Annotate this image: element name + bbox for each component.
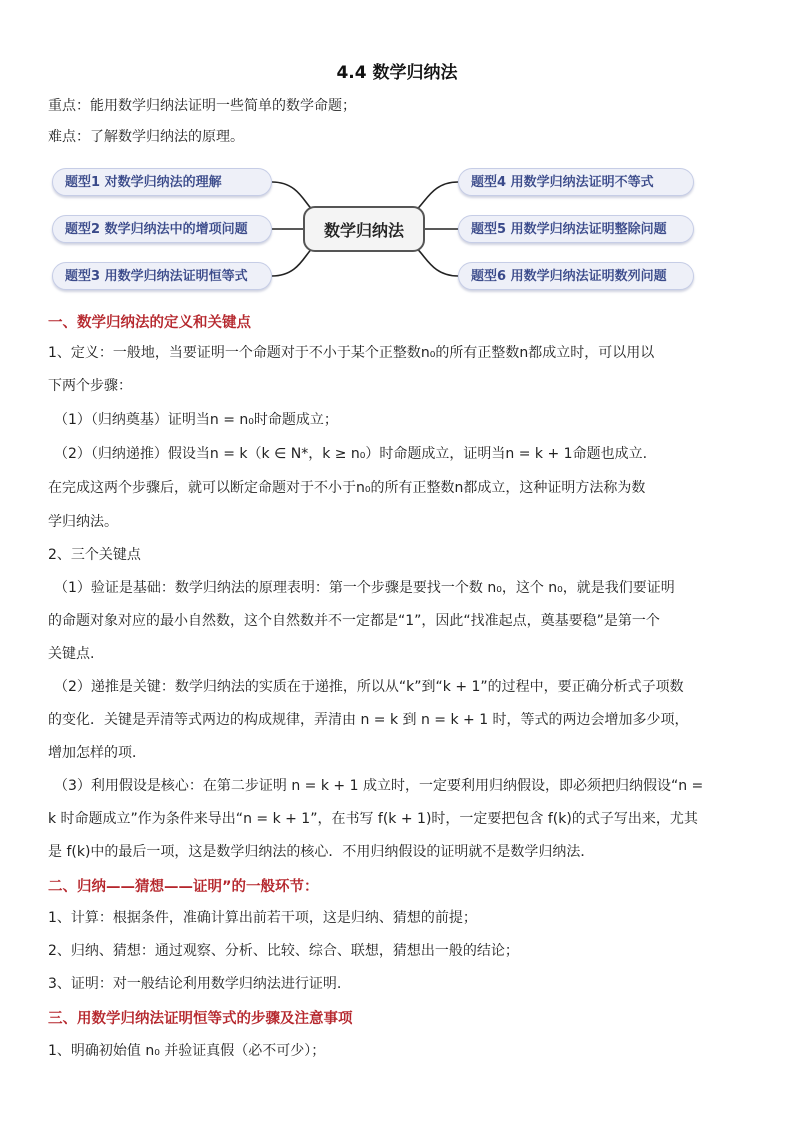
body-line: k 时命题成立”作为条件来导出“n = k + 1”，在书写 f(k + 1)时，一定要把包含 f(k)的式子写出来，尤其 [48, 811, 698, 827]
body-line: 在完成这两个步骤后，就可以断定命题对于不小于n₀的所有正整数n都成立，这种证明方法称为数 [48, 480, 646, 496]
section-heading-1: 一、数学归纳法的定义和关键点 [48, 315, 251, 331]
key-point-text: 重点：能用数学归纳法证明一些简单的数学命题； [48, 98, 356, 114]
section-heading-2: 二、归纳——猜想——证明”的一般环节： [48, 879, 319, 895]
mindmap-connectors [0, 0, 794, 300]
body-line: （2）递推是关键：数学归纳法的实质在于递推，所以从“k”到“k + 1”的过程中，要正确分析式子项数 [54, 679, 684, 695]
connector-6 [413, 246, 458, 276]
body-line: 的变化．关键是弄清等式两边的构成规律，弄清由 n = k 到 n = k + 1 时，等式的两边会增加多少项， [48, 712, 689, 728]
body-line: 1、定义：一般地，当要证明一个命题对于不小于某个正整数n₀的所有正整数n都成立时，可以用以 [48, 345, 655, 361]
body-line: 2、归纳、猜想：通过观察、分析、比较、综合、联想，猜想出一般的结论； [48, 943, 519, 959]
mindmap-topic-1: 题型1 对数学归纳法的理解 [52, 168, 272, 196]
body-line: 2、三个关键点 [48, 547, 141, 563]
body-line: 3、证明：对一般结论利用数学归纳法进行证明. [48, 976, 342, 992]
body-line: 的命题对象对应的最小自然数，这个自然数并不一定都是“1”，因此“找准起点，奠基要稳”是第一个 [48, 613, 660, 629]
body-line: （1）（归纳奠基）证明当n = n₀时命题成立； [54, 412, 338, 428]
body-line: 增加怎样的项． [48, 745, 146, 761]
body-line: （3）利用假设是核心：在第二步证明 n = k + 1 成立时，一定要利用归纳假设，即必须把归纳假设“n = [54, 778, 704, 794]
mindmap-topic-3: 题型3 用数学归纳法证明恒等式 [52, 262, 272, 290]
body-line: 学归纳法。 [48, 514, 118, 530]
mindmap-topic-4: 题型4 用数学归纳法证明不等式 [458, 168, 694, 196]
mindmap-topic-5: 题型5 用数学归纳法证明整除问题 [458, 215, 694, 243]
page-title: 4.4 数学归纳法 [336, 63, 458, 83]
body-line: 1、计算：根据条件，准确计算出前若干项，这是归纳、猜想的前提； [48, 910, 477, 926]
body-line: 下两个步骤： [48, 378, 132, 394]
mindmap-topic-6: 题型6 用数学归纳法证明数列问题 [458, 262, 694, 290]
mindmap-center: 数学归纳法 [303, 206, 425, 252]
section-heading-3: 三、用数学归纳法证明恒等式的步骤及注意事项 [48, 1011, 353, 1027]
mindmap-topic-2: 题型2 数学归纳法中的增项问题 [52, 215, 272, 243]
body-line: 是 f(k)中的最后一项，这是数学归纳法的核心．不用归纳假设的证明就不是数学归纳法． [48, 844, 595, 860]
body-line: 关键点. [48, 646, 95, 662]
body-line: （1）验证是基础：数学归纳法的原理表明：第一个步骤是要找一个数 n₀，这个 n₀，就是我们要证明 [54, 580, 675, 596]
difficulty-text: 难点：了解数学归纳法的原理。 [48, 129, 244, 145]
body-line: （2）（归纳递推）假设当n = k（k ∈ N*，k ≥ n₀）时命题成立，证明当n = k + 1命题也成立. [54, 446, 648, 462]
body-line: 1、明确初始值 n₀ 并验证真假（必不可少）； [48, 1043, 326, 1059]
